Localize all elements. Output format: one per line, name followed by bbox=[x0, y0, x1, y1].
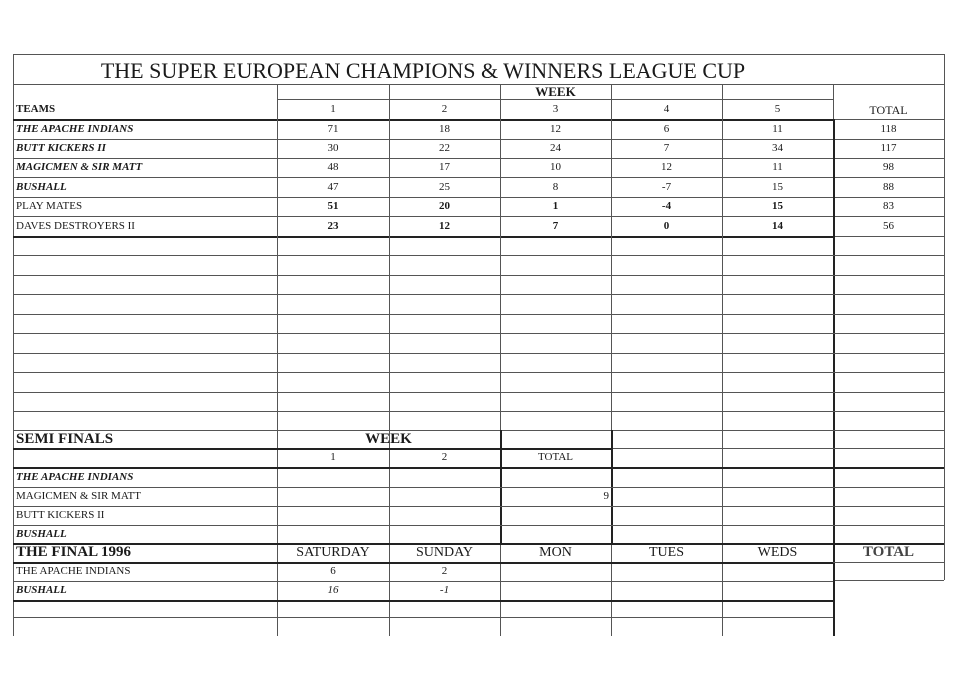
team-total: 56 bbox=[883, 220, 894, 232]
final-team-name: BUSHALL bbox=[16, 585, 67, 596]
grid-line bbox=[833, 236, 944, 237]
team-name: BUTT KICKERS II bbox=[16, 143, 106, 154]
week-score: 1 bbox=[552, 201, 559, 212]
week-score: -4 bbox=[661, 201, 672, 212]
grid-line bbox=[13, 617, 833, 618]
semi-team-name: THE APACHE INDIANS bbox=[16, 471, 134, 483]
semi-week-number: 1 bbox=[330, 452, 336, 463]
week-number-header: 3 bbox=[552, 104, 559, 116]
team-total: 117 bbox=[880, 143, 897, 154]
week-number-header: 1 bbox=[330, 104, 336, 116]
grid-line bbox=[13, 506, 944, 507]
grid-line bbox=[13, 216, 944, 217]
grid-line bbox=[277, 99, 833, 100]
grid-line bbox=[13, 275, 944, 276]
grid-line bbox=[833, 84, 834, 119]
grid-line bbox=[611, 448, 833, 449]
week-score: 6 bbox=[663, 123, 670, 135]
grid-line bbox=[13, 562, 833, 564]
grid-line bbox=[13, 119, 833, 121]
team-name: MAGICMEN & SIR MATT bbox=[16, 162, 143, 173]
grid-line bbox=[13, 392, 944, 393]
week-number-header: 4 bbox=[663, 104, 670, 116]
grid-line bbox=[13, 236, 833, 238]
final-score: 2 bbox=[441, 566, 448, 577]
week-score: 12 bbox=[439, 220, 450, 232]
week-number-header: 2 bbox=[441, 104, 448, 116]
week-header: WEEK bbox=[535, 85, 576, 99]
week-score: 7 bbox=[663, 143, 670, 154]
grid-line bbox=[833, 119, 944, 120]
grid-line bbox=[13, 581, 833, 582]
grid-line bbox=[13, 600, 833, 602]
week-score: 17 bbox=[439, 162, 450, 173]
week-score: 11 bbox=[772, 123, 783, 135]
team-name: BUSHALL bbox=[16, 181, 67, 193]
week-score: 20 bbox=[439, 201, 450, 212]
week-score: 18 bbox=[439, 123, 450, 135]
week-score: 10 bbox=[550, 162, 561, 173]
week-score: 71 bbox=[327, 123, 339, 135]
final-score: -1 bbox=[439, 585, 450, 596]
grid-line bbox=[13, 314, 944, 315]
semi-finals-label: SEMI FINALS bbox=[16, 431, 114, 447]
team-total: 98 bbox=[883, 162, 894, 173]
week-score: 15 bbox=[772, 181, 783, 193]
final-day-header: TUES bbox=[649, 545, 684, 560]
semi-team-name: BUSHALL bbox=[16, 528, 67, 540]
final-team-name: THE APACHE INDIANS bbox=[16, 566, 131, 577]
semi-week-number: 2 bbox=[441, 452, 448, 463]
week-score: 14 bbox=[772, 220, 783, 232]
grid-line bbox=[833, 580, 944, 581]
grid-line bbox=[13, 294, 944, 295]
grid-line bbox=[944, 54, 945, 580]
week-score: 12 bbox=[661, 162, 672, 173]
week-score: -7 bbox=[661, 181, 672, 193]
team-name: PLAY MATES bbox=[16, 201, 83, 212]
week-score: 15 bbox=[772, 201, 783, 212]
page-title: THE SUPER EUROPEAN CHAMPIONS & WINNERS LEAGUE CUP bbox=[100, 59, 746, 83]
week-score: 12 bbox=[550, 123, 561, 135]
grid-line bbox=[833, 448, 944, 449]
final-total-header: TOTAL bbox=[862, 545, 915, 560]
final-score: 6 bbox=[330, 566, 336, 577]
semi-team-name: BUTT KICKERS II bbox=[16, 510, 105, 521]
week-score: 51 bbox=[327, 201, 339, 212]
week-score: 11 bbox=[772, 162, 783, 173]
grid-line bbox=[13, 158, 944, 159]
team-total: 83 bbox=[883, 201, 894, 212]
grid-line bbox=[13, 372, 944, 373]
grid-line bbox=[13, 255, 944, 256]
week-score: 30 bbox=[327, 143, 339, 154]
grid-line bbox=[13, 84, 944, 85]
final-day-header: MON bbox=[539, 545, 572, 560]
semi-team-name: MAGICMEN & SIR MATT bbox=[16, 491, 141, 502]
team-name: THE APACHE INDIANS bbox=[16, 123, 134, 135]
week-number-header: 5 bbox=[774, 104, 781, 116]
total-header: TOTAL bbox=[869, 103, 908, 117]
final-day-header: SUNDAY bbox=[415, 545, 474, 560]
grid-line bbox=[13, 139, 944, 140]
week-score: 25 bbox=[439, 181, 450, 193]
team-total: 88 bbox=[883, 181, 894, 193]
week-score: 47 bbox=[327, 181, 339, 193]
grid-line bbox=[13, 333, 944, 334]
grid-line bbox=[13, 411, 944, 412]
grid-line bbox=[833, 562, 944, 563]
semi-week-header: WEEK bbox=[365, 431, 412, 447]
final-day-header: SATURDAY bbox=[296, 545, 370, 560]
week-score: 48 bbox=[327, 162, 339, 173]
team-name: DAVES DESTROYERS II bbox=[16, 220, 135, 232]
grid-line bbox=[13, 467, 944, 469]
grid-line bbox=[13, 197, 944, 198]
week-score: 34 bbox=[772, 143, 783, 154]
week-score: 23 bbox=[327, 220, 339, 232]
week-score: 8 bbox=[552, 181, 559, 193]
week-score: 24 bbox=[550, 143, 561, 154]
grid-line bbox=[13, 525, 944, 526]
final-score: 16 bbox=[327, 585, 339, 596]
teams-header: TEAMS bbox=[16, 104, 56, 116]
week-score: 7 bbox=[552, 220, 559, 232]
grid-line bbox=[13, 54, 944, 55]
grid-line bbox=[13, 353, 944, 354]
final-label: THE FINAL 1996 bbox=[16, 545, 132, 560]
team-total: 118 bbox=[880, 123, 897, 135]
grid-line bbox=[13, 487, 944, 488]
grid-line bbox=[13, 448, 611, 450]
week-score: 0 bbox=[663, 220, 670, 232]
final-day-header: WEDS bbox=[757, 545, 798, 560]
grid-line bbox=[13, 177, 944, 178]
week-score: 22 bbox=[439, 143, 450, 154]
semi-total-header: TOTAL bbox=[538, 452, 573, 463]
semi-stray-value: 9 bbox=[603, 491, 609, 502]
